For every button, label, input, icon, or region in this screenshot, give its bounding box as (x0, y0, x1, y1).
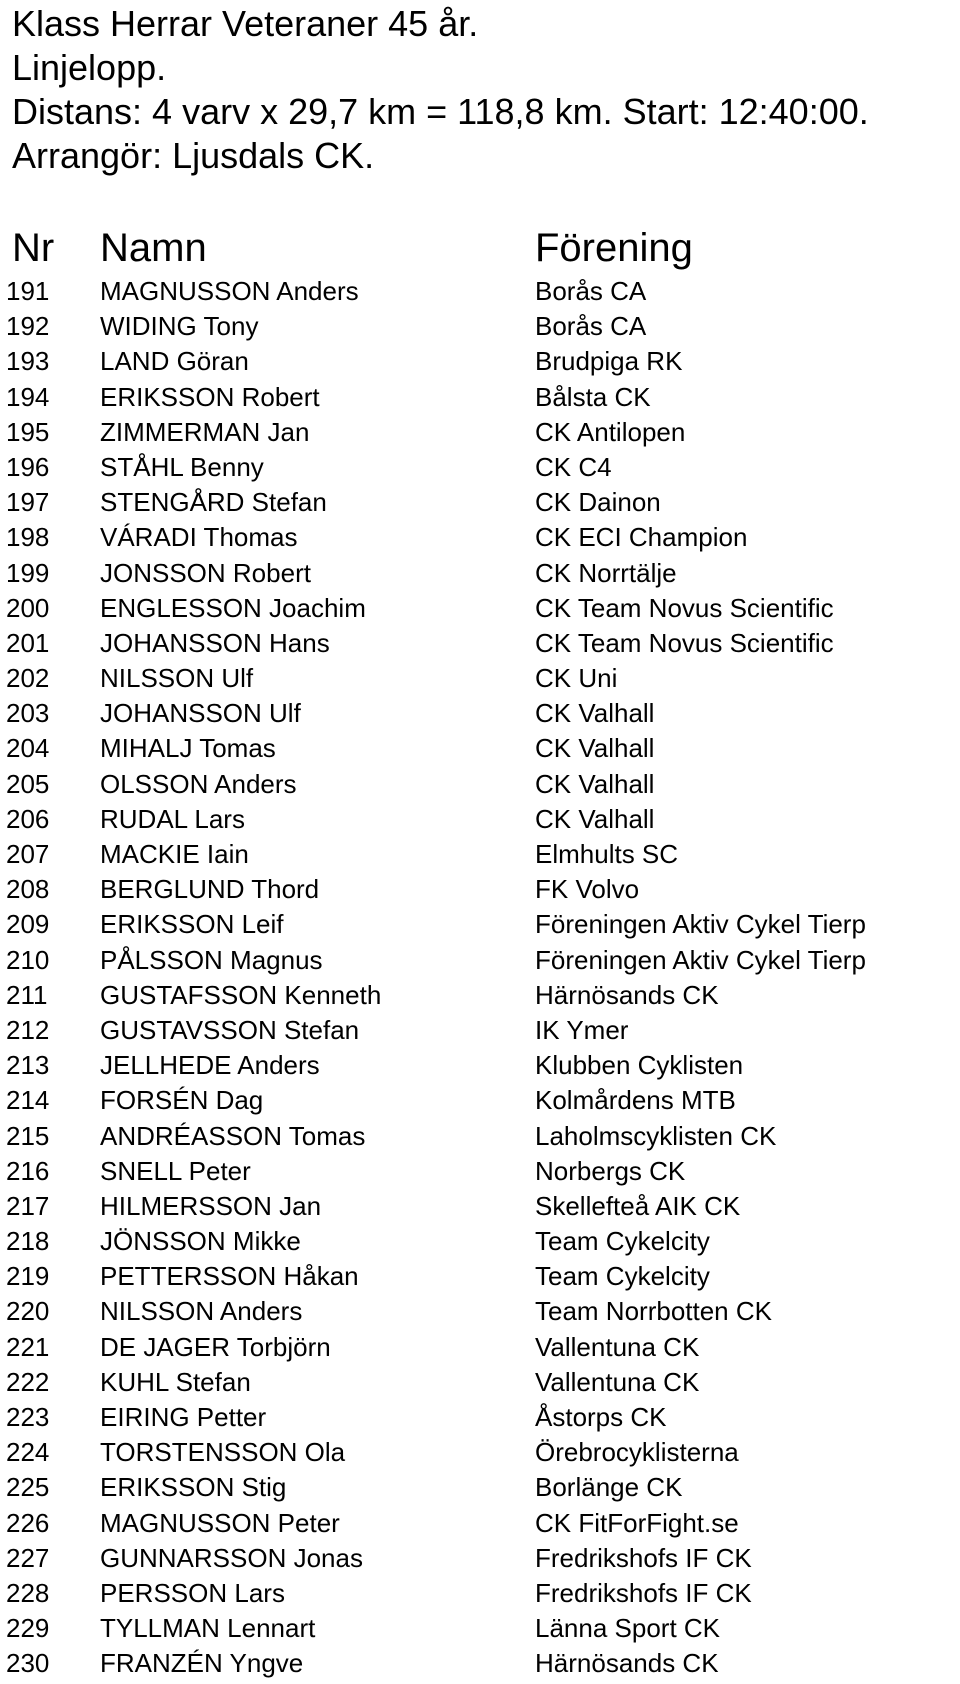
rider-club: Örebrocyklisterna (535, 1437, 739, 1468)
rider-club: Föreningen Aktiv Cykel Tierp (535, 944, 866, 975)
row-number: 210 (6, 944, 50, 975)
rider-name: BERGLUND Thord (100, 874, 320, 905)
row-number: 203 (6, 698, 50, 729)
table-row (0, 1470, 960, 1505)
row-number: 213 (6, 1050, 50, 1081)
row-number: 206 (6, 803, 50, 834)
rider-club: Fredrikshofs IF CK (535, 1542, 752, 1573)
rider-name: JOHANSSON Ulf (100, 698, 301, 729)
table-row (0, 485, 960, 520)
table-row (0, 767, 960, 802)
rider-name: TORSTENSSON Ola (100, 1437, 346, 1468)
rider-club: Åstorps CK (535, 1402, 667, 1432)
rider-name: EIRING Petter (100, 1402, 267, 1432)
rider-name: ERIKSSON Robert (100, 381, 320, 412)
rider-name: ENGLESSON Joachim (100, 592, 366, 623)
rider-club: CK Valhall (535, 803, 655, 834)
rider-name: KUHL Stefan (100, 1366, 251, 1397)
column-header-nr: Nr (12, 226, 55, 270)
table-row (0, 1048, 960, 1083)
rider-name: OLSSON Anders (100, 768, 297, 799)
row-number: 201 (6, 627, 50, 658)
row-number: 207 (6, 839, 50, 869)
rider-name: JELLHEDE Anders (100, 1050, 320, 1081)
table-row (0, 943, 960, 978)
rider-name: PÅLSSON Magnus (100, 944, 323, 975)
rider-club: Kolmårdens MTB (535, 1085, 736, 1116)
row-number: 224 (6, 1437, 50, 1468)
class-title: Klass Herrar Veteraner 45 år. (12, 3, 479, 44)
rider-club: CK Valhall (535, 698, 655, 729)
row-number: 212 (6, 1014, 50, 1045)
table-row (0, 1189, 960, 1224)
table-row (0, 696, 960, 731)
rider-club: Vallentuna CK (535, 1366, 700, 1397)
rider-club: Härnösands CK (535, 1648, 719, 1679)
rider-name: FRANZÉN Yngve (100, 1648, 304, 1679)
rider-name: JONSSON Robert (100, 557, 311, 588)
rider-name: MACKIE Iain (100, 839, 249, 869)
participant-list (0, 274, 960, 1682)
table-row (0, 1506, 960, 1541)
table-row (0, 274, 960, 309)
rider-club: Klubben Cyklisten (535, 1050, 744, 1081)
table-row (0, 450, 960, 485)
race-type: Linjelopp. (12, 47, 167, 88)
rider-name: ANDRÉASSON Tomas (100, 1120, 366, 1151)
table-row (0, 309, 960, 344)
rider-name: ERIKSSON Stig (100, 1472, 287, 1503)
table-row (0, 907, 960, 942)
rider-name: WIDING Tony (100, 311, 259, 342)
rider-club: Föreningen Aktiv Cykel Tierp (535, 909, 866, 940)
row-number: 205 (6, 768, 50, 799)
table-row (0, 1330, 960, 1365)
table-row (0, 978, 960, 1013)
table-row (0, 1576, 960, 1611)
rider-name: ZIMMERMAN Jan (100, 416, 310, 447)
rider-name: GUSTAVSSON Stefan (100, 1014, 360, 1045)
row-number: 208 (6, 874, 50, 905)
rider-club: Vallentuna CK (535, 1331, 700, 1362)
row-number: 194 (6, 381, 50, 412)
rider-name: RUDAL Lars (100, 803, 245, 834)
row-number: 199 (6, 557, 50, 588)
rider-name: NILSSON Ulf (100, 663, 254, 694)
rider-club: Borlänge CK (535, 1472, 683, 1503)
rider-club: FK Volvo (535, 874, 640, 905)
row-number: 216 (6, 1155, 50, 1186)
row-number: 230 (6, 1648, 50, 1679)
table-row (0, 1365, 960, 1400)
row-number: 200 (6, 592, 50, 623)
rider-club: Brudpiga RK (535, 346, 683, 377)
rider-club: Elmhults SC (535, 839, 679, 869)
row-number: 196 (6, 451, 50, 482)
rider-name: MIHALJ Tomas (100, 733, 276, 764)
table-row (0, 556, 960, 591)
row-number: 228 (6, 1577, 50, 1608)
rider-name: JOHANSSON Hans (100, 627, 330, 658)
table-row (0, 837, 960, 872)
rider-club: Team Cykelcity (535, 1226, 710, 1257)
row-number: 217 (6, 1190, 50, 1221)
table-row (0, 1400, 960, 1435)
race-distance-start: Distans: 4 varv x 29,7 km = 118,8 km. Start: 12:40:00. (12, 91, 869, 132)
table-row (0, 1119, 960, 1154)
row-number: 229 (6, 1613, 50, 1644)
rider-name: PERSSON Lars (100, 1577, 285, 1608)
rider-club: CK ECI Champion (535, 522, 748, 553)
rider-club: CK Norrtälje (535, 557, 677, 588)
rider-name: VÁRADI Thomas (100, 522, 298, 553)
row-number: 223 (6, 1402, 50, 1432)
table-row (0, 380, 960, 415)
table-row (0, 591, 960, 626)
row-number: 197 (6, 487, 50, 518)
rider-club: CK Valhall (535, 733, 655, 764)
rider-club: CK Valhall (535, 768, 655, 799)
rider-club: Norbergs CK (535, 1155, 686, 1186)
rider-club: IK Ymer (535, 1014, 629, 1045)
table-row (0, 661, 960, 696)
row-number: 215 (6, 1120, 50, 1151)
rider-name: PETTERSSON Håkan (100, 1261, 359, 1292)
row-number: 198 (6, 522, 50, 553)
column-header-club: Förening (535, 226, 693, 270)
table-row (0, 1259, 960, 1294)
row-number: 226 (6, 1507, 50, 1538)
rider-club: Borås CA (535, 311, 647, 342)
race-organizer: Arrangör: Ljusdals CK. (12, 135, 375, 176)
row-number: 195 (6, 416, 50, 447)
rider-name: TYLLMAN Lennart (100, 1613, 316, 1644)
rider-club: CK Uni (535, 663, 618, 694)
table-row (0, 1224, 960, 1259)
table-header (0, 222, 960, 274)
rider-name: SNELL Peter (100, 1155, 251, 1186)
table-row (0, 802, 960, 837)
rider-club: Team Norrbotten CK (535, 1296, 772, 1327)
rider-club: CK Dainon (535, 487, 661, 518)
rider-name: STÅHL Benny (100, 451, 264, 482)
row-number: 218 (6, 1226, 50, 1257)
rider-club: CK Antilopen (535, 416, 686, 447)
rider-name: JÖNSSON Mikke (100, 1226, 301, 1257)
rider-club: CK Team Novus Scientific (535, 627, 834, 658)
rider-name: MAGNUSSON Peter (100, 1507, 340, 1538)
table-row (0, 1294, 960, 1329)
rider-club: Borås CA (535, 276, 647, 306)
rider-name: MAGNUSSON Anders (100, 276, 359, 306)
row-number: 227 (6, 1542, 50, 1573)
rider-name: STENGÅRD Stefan (100, 487, 327, 518)
table-row (0, 1435, 960, 1470)
rider-name: HILMERSSON Jan (100, 1190, 322, 1221)
rider-name: FORSÉN Dag (100, 1085, 264, 1116)
table-row (0, 1646, 960, 1681)
row-number: 209 (6, 909, 50, 940)
rider-club: CK C4 (535, 451, 612, 482)
rider-club: Härnösands CK (535, 979, 719, 1010)
rider-name: GUSTAFSSON Kenneth (100, 979, 382, 1010)
rider-club: CK Team Novus Scientific (535, 592, 834, 623)
row-number: 211 (6, 979, 48, 1010)
rider-name: LAND Göran (100, 346, 249, 377)
table-row (0, 1541, 960, 1576)
row-number: 193 (6, 346, 50, 377)
table-row (0, 626, 960, 661)
table-row (0, 1611, 960, 1646)
row-number: 219 (6, 1261, 50, 1292)
table-row (0, 872, 960, 907)
rider-club: Fredrikshofs IF CK (535, 1577, 752, 1608)
row-number: 214 (6, 1085, 50, 1116)
rider-name: ERIKSSON Leif (100, 909, 284, 940)
table-row (0, 1154, 960, 1189)
rider-name: DE JAGER Torbjörn (100, 1331, 331, 1362)
table-row (0, 520, 960, 555)
row-number: 191 (6, 276, 50, 306)
row-number: 202 (6, 663, 50, 694)
table-row (0, 731, 960, 766)
row-number: 192 (6, 311, 50, 342)
rider-name: NILSSON Anders (100, 1296, 303, 1327)
column-header-name: Namn (100, 226, 207, 270)
rider-club: Team Cykelcity (535, 1261, 710, 1292)
row-number: 204 (6, 733, 50, 764)
rider-club: Bålsta CK (535, 381, 651, 412)
table-row (0, 1083, 960, 1118)
row-number: 222 (6, 1366, 50, 1397)
table-row (0, 344, 960, 379)
rider-club: Laholmscyklisten CK (535, 1120, 777, 1151)
row-number: 221 (6, 1331, 50, 1362)
table-row (0, 1013, 960, 1048)
rider-club: Skellefteå AIK CK (535, 1190, 741, 1221)
table-row (0, 415, 960, 450)
row-number: 220 (6, 1296, 50, 1327)
rider-club: Länna Sport CK (535, 1613, 721, 1644)
rider-name: GUNNARSSON Jonas (100, 1542, 363, 1573)
rider-club: CK FitForFight.se (535, 1507, 739, 1538)
row-number: 225 (6, 1472, 50, 1503)
document-header (12, 2, 869, 178)
